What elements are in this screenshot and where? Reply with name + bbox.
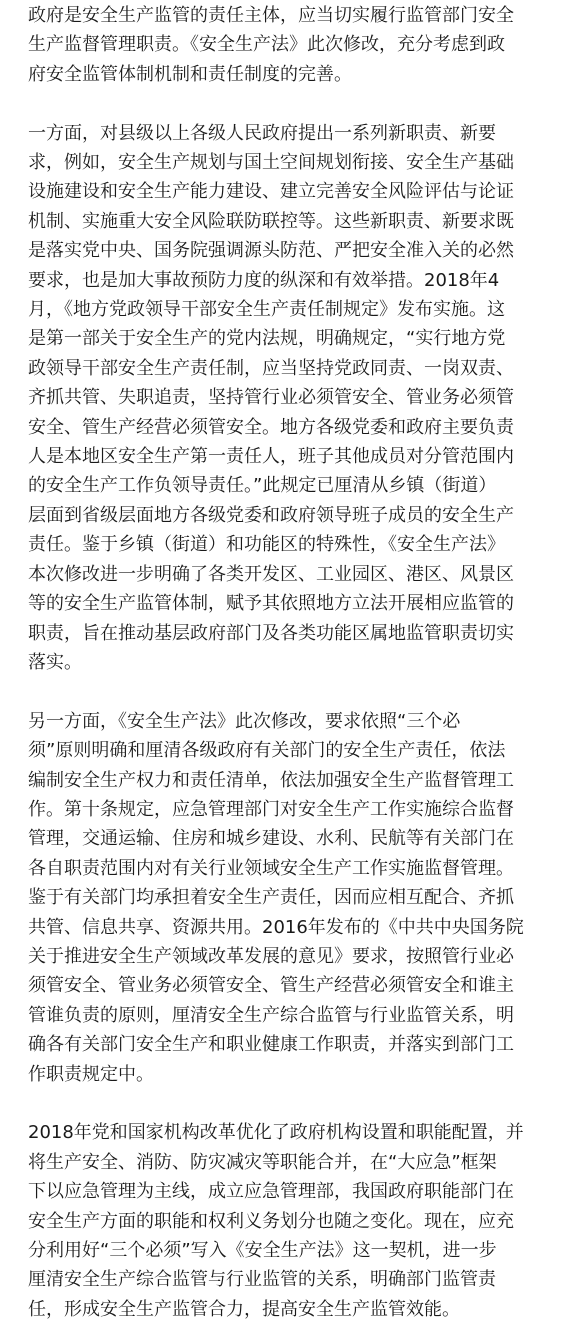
paragraph-line: 等的安全生产监管体制，赋予其依照地方立法开展相应监管的 — [28, 593, 514, 615]
paragraph-line: 的安全生产工作负领导责任。”此规定已厘清从乡镇（街道） — [28, 475, 497, 497]
paragraph-line: 管理，交通运输、住房和城乡建设、水利、民航等有关部门在 — [28, 828, 514, 850]
paragraph-line: 是第一部关于安全生产的党内法规，明确规定，“实行地方党 — [28, 328, 506, 350]
paragraph-line: 各自职责范围内对有关行业领域安全生产工作实施监督管理。 — [28, 857, 514, 879]
paragraph-line: 一方面，对县级以上各级人民政府提出一系列新职责、新要 — [28, 122, 496, 144]
paragraph-line: 落实。 — [28, 651, 82, 673]
paragraph-line: 2018年党和国家机构改革优化了政府机构设置和职能配置，并 — [28, 1122, 524, 1144]
paragraph-line: 安全、管生产经营必须管安全。地方各级党委和政府主要负责 — [28, 416, 514, 438]
paragraph-line: 分利用好“三个必须”写入《安全生产法》这一契机，进一步 — [28, 1240, 497, 1262]
paragraph-line: 作职责规定中。 — [28, 1063, 154, 1085]
paragraph-4 — [28, 1118, 550, 1324]
paragraph-line: 作。第十条规定，应急管理部门对安全生产工作实施综合监督 — [28, 798, 514, 820]
paragraph-line: 鉴于有关部门均承担着安全生产责任，因而应相互配合、齐抓 — [28, 887, 514, 909]
paragraph-3 — [28, 707, 550, 1089]
paragraph-line: 府安全监管体制机制和责任制度的完善。 — [28, 63, 352, 85]
paragraph-line: 厘清安全生产综合监管与行业监管的关系，明确部门监管责 — [28, 1269, 496, 1291]
paragraph-line: 关于推进安全生产领域改革发展的意见》要求，按照管行业必 — [28, 945, 514, 967]
paragraph-1 — [28, 1, 550, 89]
paragraph-line: 共管、信息共享、资源共用。2016年发布的《中共中央国务院 — [28, 916, 524, 938]
paragraph-line: 政府是安全生产监管的责任主体，应当切实履行监管部门安全 — [28, 5, 514, 26]
paragraph-line: 安全生产方面的职能和权利义务划分也随之变化。现在，应充 — [28, 1210, 514, 1232]
paragraph-line: 职责，旨在推动基层政府部门及各类功能区属地监管职责切实 — [28, 622, 514, 644]
paragraph-line: 生产监督管理职责。《安全生产法》此次修改，充分考虑到政 — [28, 34, 505, 56]
paragraph-line: 月，《地方党政领导干部安全生产责任制规定》发布实施。这 — [28, 299, 505, 321]
paragraph-line: 责任。鉴于乡镇（街道）和功能区的特殊性，《安全生产法》 — [28, 534, 505, 556]
paragraph-line: 本次修改进一步明确了各类开发区、工业园区、港区、风景区 — [28, 563, 514, 585]
paragraph-line: 须”原则明确和厘清各级政府有关部门的安全生产责任，依法 — [28, 740, 506, 762]
paragraph-line: 设施建设和安全生产能力建设、建立完善安全风险评估与论证 — [28, 181, 514, 203]
paragraph-line: 机制、实施重大安全风险联防联控等。这些新职责、新要求既 — [28, 210, 514, 232]
paragraph-line: 下以应急管理为主线，成立应急管理部，我国政府职能部门在 — [28, 1181, 514, 1203]
paragraph-line: 人是本地区安全生产第一责任人，班子其他成员对分管范围内 — [28, 446, 514, 468]
paragraph-line: 管谁负责的原则，厘清安全生产综合监管与行业监管关系，明 — [28, 1004, 514, 1026]
paragraph-line: 齐抓共管、失职追责，坚持管行业必须管安全、管业务必须管 — [28, 387, 514, 409]
paragraph-line: 求，例如，安全生产规划与国土空间规划衔接、安全生产基础 — [28, 152, 514, 174]
paragraph-line: 编制安全生产权力和责任清单，依法加强安全生产监督管理工 — [28, 769, 514, 791]
paragraph-line: 确各有关部门安全生产和职业健康工作职责，并落实到部门工 — [28, 1034, 514, 1056]
paragraph-line: 是落实党中央、国务院强调源头防范、严把安全准入关的必然 — [28, 240, 514, 262]
paragraph-line: 另一方面，《安全生产法》此次修改，要求依照“三个必 — [28, 710, 461, 732]
paragraph-line: 要求，也是加大事故预防力度的纵深和有效举措。2018年4 — [28, 269, 500, 291]
paragraph-2 — [28, 119, 550, 678]
paragraph-line: 将生产安全、消防、防灾减灾等职能合并，在“大应急”框架 — [28, 1151, 497, 1173]
paragraph-line: 须管安全、管业务必须管安全、管生产经营必须管安全和谁主 — [28, 975, 514, 997]
paragraph-line: 层面到省级层面地方各级党委和政府领导班子成员的安全生产 — [28, 504, 514, 526]
paragraph-line: 政领导干部安全生产责任制，应当坚持党政同责、一岗双责、 — [28, 357, 514, 379]
paragraph-line: 任，形成安全生产监管合力，提高安全生产监管效能。 — [28, 1298, 460, 1320]
